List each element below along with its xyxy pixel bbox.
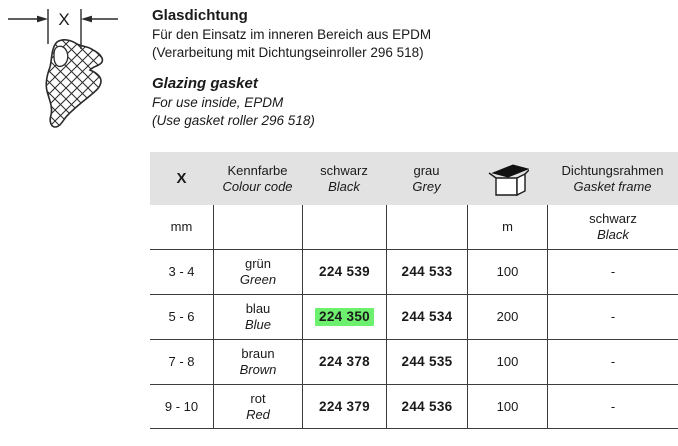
x-range-cell: 5 - 6: [150, 294, 213, 339]
product-desc-en-line2: (Use gasket roller 296 518): [152, 112, 315, 128]
frame-cell: -: [547, 339, 678, 384]
gasket-cross-section: [46, 40, 102, 127]
unit-cell-m: m: [467, 205, 547, 249]
column-header-grey: grau Grey: [386, 152, 467, 205]
x-range-cell: 7 - 8: [150, 339, 213, 384]
unit-cell-colour: [213, 205, 302, 249]
colour-code-cell: blau Blue: [213, 294, 302, 339]
qty-cell: 100: [467, 249, 547, 294]
column-header-black: schwarz Black: [302, 152, 386, 205]
unit-cell-grey: [386, 205, 467, 249]
product-desc-de-line1: Für den Einsatz im inneren Bereich aus EPDM: [152, 27, 432, 42]
part-number-grey-cell: 244 533: [386, 249, 467, 294]
part-number-black-cell: 224 539: [302, 249, 386, 294]
part-number-black-cell: [302, 294, 386, 339]
part-number-grey-cell: 244 535: [386, 339, 467, 384]
qty-cell: 100: [467, 339, 547, 384]
dimension-label: X: [58, 10, 70, 29]
part-number-grey-cell: 244 534: [386, 294, 467, 339]
colour-code-cell: braun Brown: [213, 339, 302, 384]
part-number-highlight: 224 350: [315, 308, 374, 326]
column-header-packaging: [467, 152, 547, 205]
part-number-black-cell: 224 378: [302, 339, 386, 384]
arrow-left-icon: [81, 16, 92, 23]
colour-code-cell: grün Green: [213, 249, 302, 294]
qty-cell: 200: [467, 294, 547, 339]
column-header-gasket-frame: Dichtungsrahmen Gasket frame: [547, 152, 678, 205]
frame-cell: -: [547, 294, 678, 339]
x-range-cell: 3 - 4: [150, 249, 213, 294]
part-number-grey-cell: 244 536: [386, 384, 467, 429]
column-header-colour-code: Kennfarbe Colour code: [213, 152, 302, 205]
product-desc-de-line2: (Verarbeitung mit Dichtungseinroller 296 518): [152, 44, 424, 60]
column-header-x: X: [150, 152, 213, 205]
product-title-en: Glazing gasket: [152, 75, 258, 92]
part-number-black-cell: 224 379: [302, 384, 386, 429]
unit-cell-mm: mm: [170, 219, 193, 234]
arrow-right-icon: [37, 16, 48, 23]
colour-code-cell: rot Red: [213, 384, 302, 429]
gasket-profile-drawing: [0, 0, 142, 142]
frame-cell: -: [547, 249, 678, 294]
packaging-box-icon: [485, 161, 529, 197]
qty-cell: 100: [467, 384, 547, 429]
x-range-cell: 9 - 10: [150, 384, 213, 429]
product-desc-en-line1: For use inside, EPDM: [152, 95, 284, 110]
product-table: [150, 152, 678, 429]
frame-cell: -: [547, 384, 678, 429]
unit-cell-frame-colour: schwarz Black: [547, 205, 678, 249]
product-title-de: Glasdichtung: [152, 7, 248, 24]
product-description: [152, 6, 572, 129]
unit-cell-black: [302, 205, 386, 249]
